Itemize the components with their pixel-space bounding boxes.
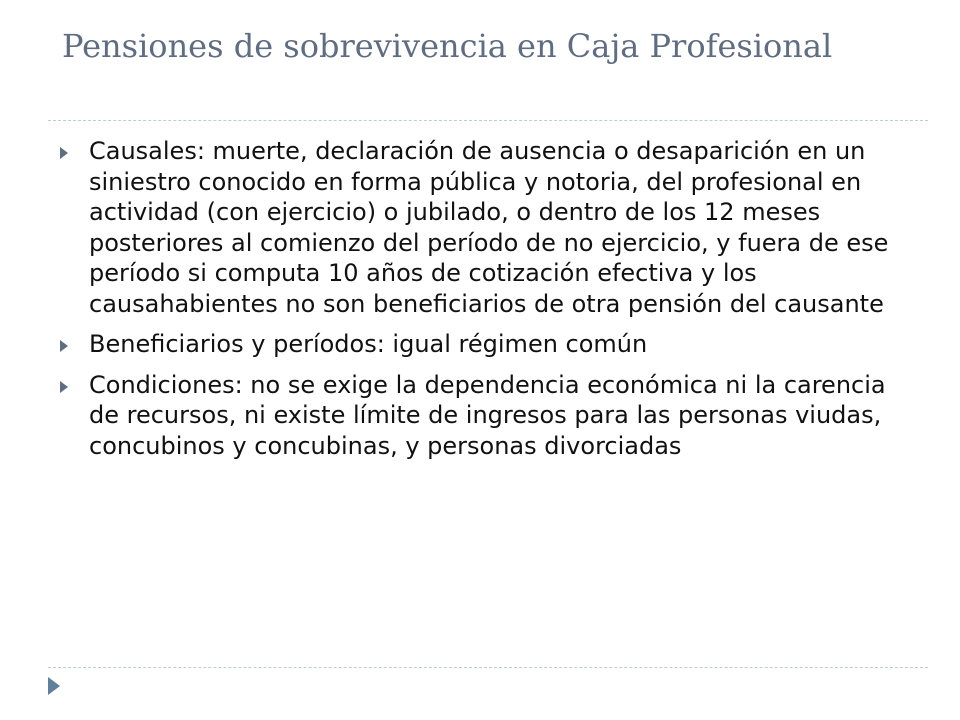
triangle-bullet-icon (60, 381, 68, 393)
bullet-item (58, 136, 908, 319)
bullet-item (58, 329, 908, 360)
bullet-list (58, 136, 908, 471)
triangle-bullet-icon (60, 147, 68, 159)
footer-arrow-icon (48, 677, 60, 695)
slide-title: Pensiones de sobrevivencia en Caja Profesional (62, 27, 833, 65)
title-divider (48, 120, 928, 121)
footer-divider (48, 667, 928, 668)
bullet-item (58, 370, 908, 462)
bullet-text: Condiciones: no se exige la dependencia económica ni la carencia de recursos, ni existe límite de ingresos para las personas viudas, concubinos y concubinas, y personas divorciadas (89, 370, 886, 460)
bullet-text: Causales: muerte, declaración de ausencia o desaparición en un siniestro conocido en forma pública y notoria, del profesional en actividad (con ejercicio) o jubilado, o dentro de los 12 meses posteriores al comienzo del período de no ejercicio, y fuera de ese período si computa 10 años de cotización efectiva y los causahabientes no son beneficiarios de otra pensión del causante (89, 137, 889, 318)
triangle-bullet-icon (60, 340, 68, 352)
bullet-text: Beneficiarios y períodos: igual régimen común (89, 330, 648, 358)
